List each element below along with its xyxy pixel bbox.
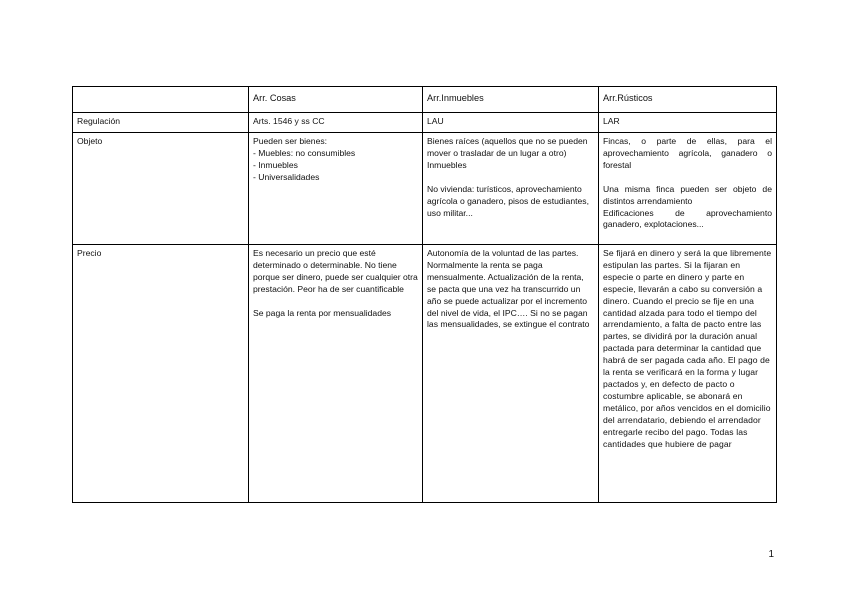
cell-precio-rusticos: Se fijará en dinero y será la que libremente estipulan las partes. Si la fijaran en especie o parte en dinero y parte en especie, llevarán a cabo su conversión a dinero. Cuando el precio se fije en una cantidad alzada para todo el tiempo del arrendamiento, a falta de pacto entre las partes, se dividirá por la duración anual pactada para determinar la cantidad que habrá de ser pagada cada año. El pago de la renta se verificará en la forma y lugar pactados y, en defecto de pacto o costumbre aplicable, se abonará en metálico, por años vencidos en el domicilio del arrendatario, debiendo el arrendador entregarle recibo del pago. Todas las cantidades que hubiere de pagar (599, 245, 777, 503)
objeto-cosas-line: - Inmuebles (253, 159, 298, 170)
objeto-cosas-line: - Muebles: no consumibles (253, 147, 356, 158)
objeto-inmuebles-paragraph: Bienes raíces (aquellos que no se pueden mover o trasladar de un lugar a otro) (427, 136, 588, 158)
row-label-regulacion: Regulación (73, 113, 249, 133)
cell-regulacion-cosas: Arts. 1546 y ss CC (249, 113, 423, 133)
cell-regulacion-inmuebles: LAU (423, 113, 599, 133)
table-header-row (73, 87, 777, 113)
comparison-table (72, 86, 777, 503)
header-cell-empty (73, 87, 249, 113)
cell-objeto-rusticos (599, 133, 777, 245)
objeto-cosas-line: - Universalidades (253, 171, 320, 182)
page-number: 1 (768, 549, 774, 560)
precio-cosas-paragraph: Se paga la renta por mensualidades (253, 307, 392, 318)
cell-objeto-inmuebles (423, 133, 599, 245)
table-row-objeto (73, 133, 777, 245)
objeto-cosas-line: Pueden ser bienes: (253, 136, 328, 146)
row-label-objeto: Objeto (73, 133, 249, 245)
header-cell-arr-rusticos: Arr.Rústicos (599, 87, 777, 113)
cell-precio-cosas (249, 245, 423, 503)
objeto-rusticos-paragraph: Una misma finca pueden ser objeto de distintos arrendamiento (603, 183, 772, 206)
cell-precio-inmuebles: Autonomía de la voluntad de las partes. Normalmente la renta se paga mensualmente. Actualización de la renta, se pacta que una vez ha transcurrido un año se puede actualizar por el incremento del nivel de vida, el IPC…. Si no se pagan las mensualidades, se extingue el contrato (423, 245, 599, 503)
objeto-rusticos-paragraph: Edificaciones de aprovechamiento ganadero, explotaciones... (603, 207, 772, 230)
objeto-inmuebles-paragraph: No vivienda: turísticos, aprovechamiento agrícola o ganadero, pisos de estudiantes, uso militar... (427, 183, 589, 218)
header-cell-arr-inmuebles: Arr.Inmuebles (423, 87, 599, 113)
precio-cosas-paragraph: Es necesario un precio que esté determinado o determinable. No tiene porque ser dinero, puede ser cualquier otra prestación. Peor ha de ser cuantificable (253, 248, 418, 294)
cell-regulacion-rusticos: LAR (599, 113, 777, 133)
row-label-precio: Precio (73, 245, 249, 503)
header-cell-arr-cosas: Arr. Cosas (249, 87, 423, 113)
objeto-inmuebles-paragraph: Inmuebles (427, 159, 467, 170)
objeto-rusticos-paragraph: Fincas, o parte de ellas, para el aprovechamiento agrícola, ganadero o forestal (603, 136, 772, 170)
table-row-precio (73, 245, 777, 503)
cell-objeto-cosas (249, 133, 423, 245)
table-row-regulacion (73, 113, 777, 133)
